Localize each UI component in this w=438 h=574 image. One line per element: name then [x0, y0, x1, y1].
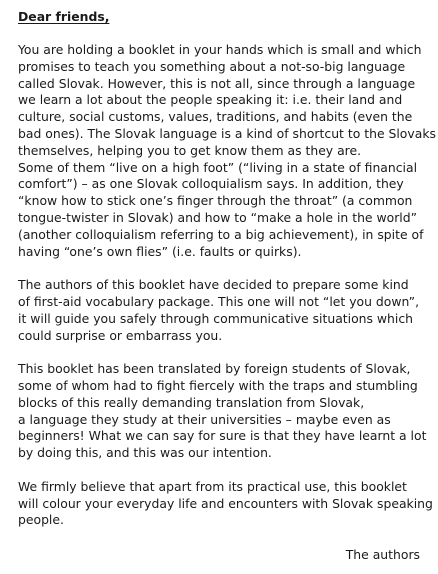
text-line: This booklet has been translated by foreign students of Slovak, — [18, 361, 411, 377]
paragraph-introduction — [18, 42, 436, 260]
text-line: of first-aid vocabulary package. This one will not “let you down”, — [18, 293, 420, 309]
text-line: We firmly believe that apart from its practical use, this booklet — [18, 478, 407, 494]
text-line: will colour your everyday life and encounters with Slovak speaking — [18, 495, 433, 511]
text-line: comfort”) – as one Slovak colloquialism says. In addition, they — [18, 176, 404, 192]
text-line: bad ones). The Slovak language is a kind of shortcut to the Slovaks — [18, 125, 436, 141]
text-line: tongue-twister in Slovak) and how to “make a hole in the world” — [18, 209, 418, 225]
text-line: having “one’s own flies” (i.e. faults or quirks). — [18, 243, 302, 259]
text-line: a language they study at their universities – maybe even as — [18, 411, 391, 427]
text-line: culture, social customs, values, traditions, and habits (even the — [18, 109, 413, 125]
text-line: The authors of this booklet have decided to prepare some kind — [18, 277, 409, 293]
text-line: it will guide you safely through communicative situations which — [18, 310, 414, 326]
text-line: themselves, helping you to get know them as they are. — [18, 142, 362, 158]
text-line: You are holding a booklet in your hands which is small and which — [18, 42, 422, 57]
text-line: “know how to stick one’s finger through the throat” (a common — [18, 193, 413, 209]
text-line: by doing this, and this was our intention. — [18, 445, 272, 461]
paragraph-closing — [18, 478, 433, 529]
paragraph-vocabulary-package — [18, 277, 424, 344]
letter-page — [18, 8, 436, 563]
text-line: some of whom had to fight fiercely with the traps and stumbling — [18, 377, 418, 393]
text-line: people. — [18, 512, 64, 528]
text-line: we learn a lot about the people speaking it: i.e. their land and — [18, 92, 403, 108]
text-line: could surprise or embarrass you. — [18, 327, 223, 343]
text-line: Some of them “live on a high foot” (“living in a state of financial — [18, 159, 418, 175]
paragraph-translation — [18, 361, 427, 462]
salutation-heading: Dear friends, — [18, 9, 110, 24]
text-line: blocks of this really demanding translation from Slovak, — [18, 394, 365, 410]
text-line: promises to teach you something about a not-so-big language — [18, 58, 406, 74]
signature: The authors — [345, 546, 420, 562]
text-line: called Slovak. However, this is not all, since through a language — [18, 75, 416, 91]
text-line: (another colloquialism referring to a big achievement), in spite of — [18, 226, 424, 242]
text-line: beginners! What we can say for sure is that they have learnt a lot — [18, 428, 427, 444]
